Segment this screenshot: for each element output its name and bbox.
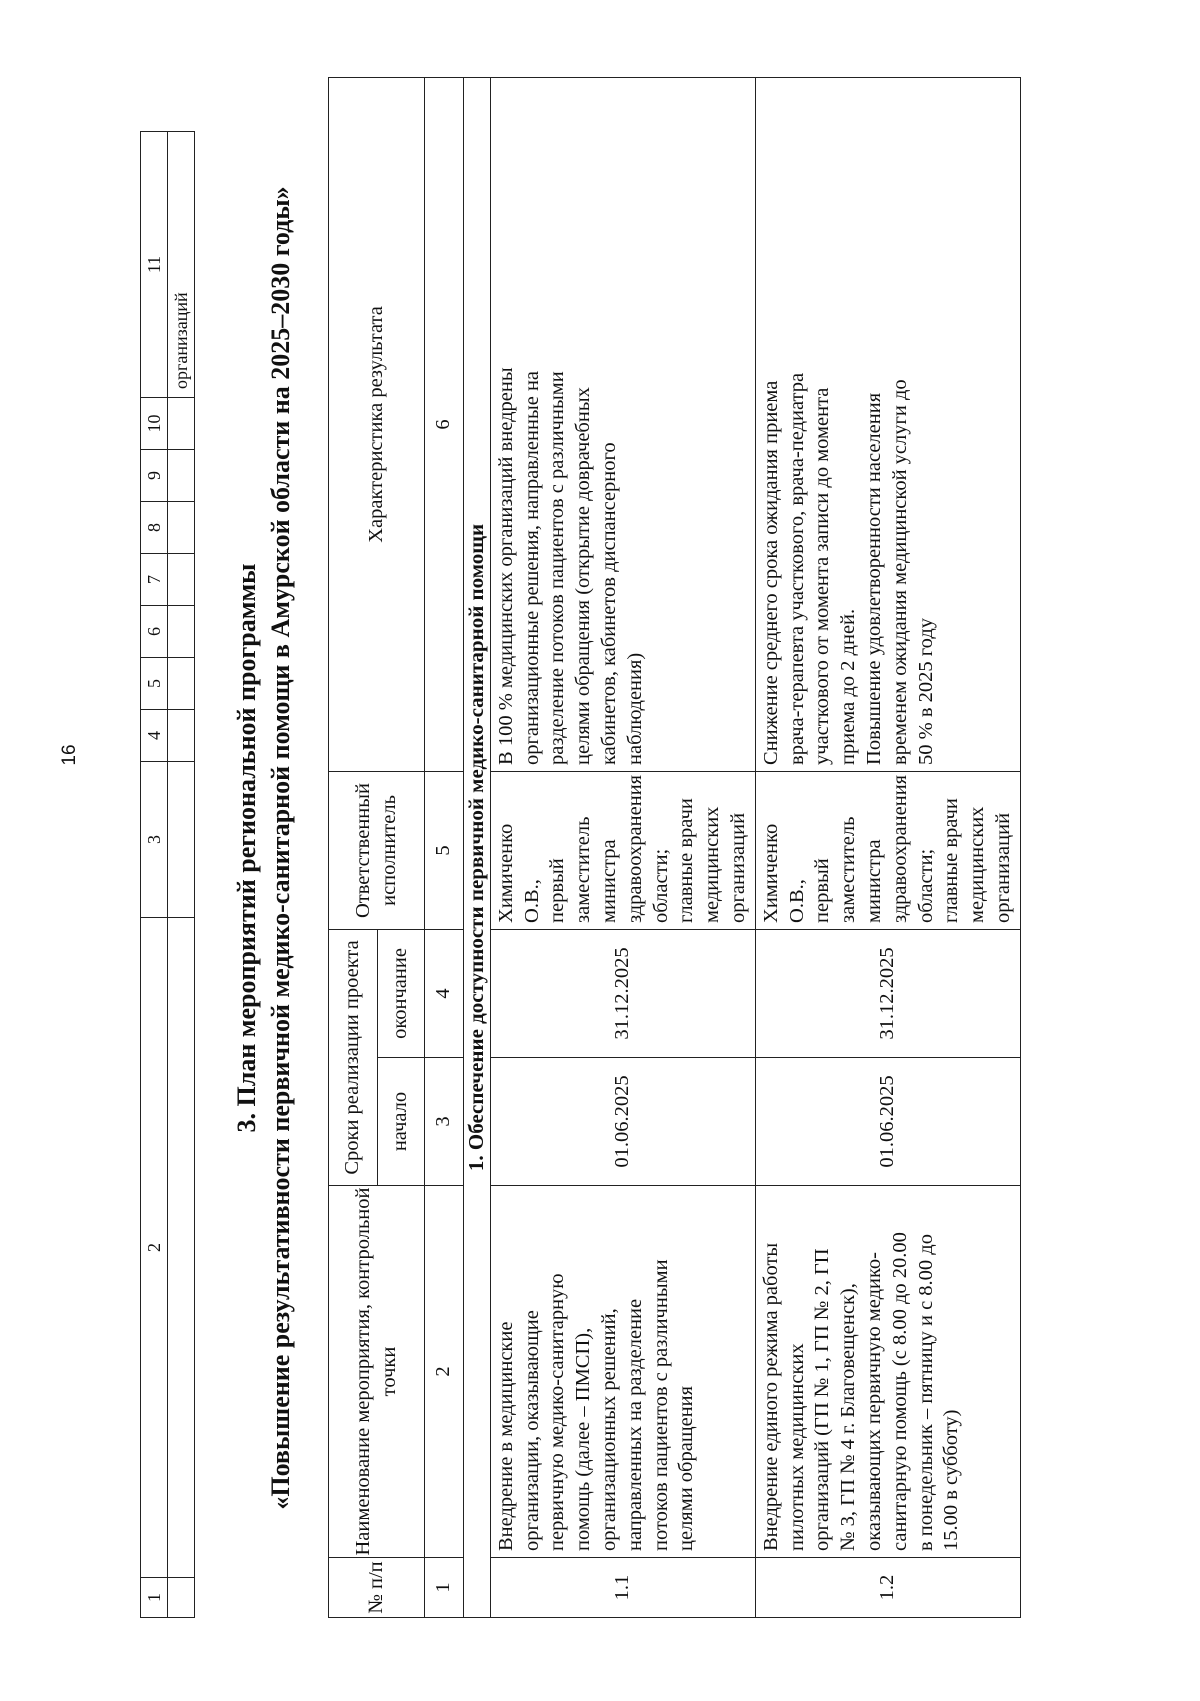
row-name: Внедрение единого режима работы пилотных медицинских организаций (ГП № 1, ГП № 2, ГП № 3, ГП № 4 г. Благовещенск), оказывающих первичную медико- санитарную помощь (с 8.00 до 20.00 в понедельник – пятницу и с 8.00 до 15.00 в субботу) — [755, 1186, 1020, 1558]
col-num-2: 2 — [141, 918, 168, 1578]
row-end: 31.12.2025 — [490, 929, 755, 1057]
header-terms: Сроки реализации проекта — [329, 929, 378, 1185]
header-end: окончание — [378, 929, 425, 1057]
row-result: В 100 % медицинских организаций внедрены организационные решения, направленные на разделение потоков пациентов с различными целями обращения (открытие доврачебных кабинетов, кабинетов диспансерного наблюдения) — [490, 77, 755, 771]
page-number: 16 — [59, 744, 80, 766]
row-start: 01.06.2025 — [490, 1058, 755, 1186]
document-title — [230, 78, 298, 1618]
rotated-sheet — [140, 78, 1040, 1618]
section-title: 1. Обеспечение доступности первичной медико-санитарной помощи — [464, 77, 491, 1617]
col-num-8: 8 — [141, 502, 168, 554]
col-num-5: 5 — [141, 658, 168, 710]
row-num: 1.2 — [755, 1558, 1020, 1618]
col-num-9: 9 — [141, 450, 168, 502]
row-name: Внедрение в медицинские организации, оказывающие первичную медико-санитарную помощь (далее – ПМСП), организационных решений, направленных на разделение потоков пациентов с различными целями обращения — [490, 1186, 755, 1558]
section-row — [464, 77, 491, 1617]
col-index-2: 2 — [425, 1186, 464, 1558]
row-start: 01.06.2025 — [755, 1058, 1020, 1186]
col-num-6: 6 — [141, 606, 168, 658]
column-index-row — [425, 77, 464, 1617]
row-end: 31.12.2025 — [755, 929, 1020, 1057]
continuation-row — [168, 132, 195, 1618]
header-start: начало — [378, 1058, 425, 1186]
col-index-3: 3 — [425, 1058, 464, 1186]
col-index-1: 1 — [425, 1558, 464, 1618]
col-num-7: 7 — [141, 554, 168, 606]
col-index-4: 4 — [425, 929, 464, 1057]
title-line-2: «Повышение результативности первичной медико-санитарной помощи в Амурской области на 2025–2030 годы» — [266, 186, 295, 1510]
row-responsible: Химиченко О.В., первый заместитель министра здравоохранения области; главные врачи медицинских организаций — [490, 771, 755, 929]
header-num: № п/п — [329, 1558, 425, 1618]
header-responsible: Ответственный исполнитель — [329, 771, 425, 929]
table-row — [755, 77, 1020, 1617]
header-name: Наименование мероприятия, контрольной точки — [329, 1186, 425, 1558]
title-line-1: 3. План мероприятий региональной программы — [232, 563, 261, 1133]
row-result: Снижение среднего срока ожидания приема врача-терапевта участкового, врача-педиатра участкового от момента записи до момента приема до 2 дней. Повышение удовлетворенности населения временем ожидания медицинской услуги до 50 % в 2025 году — [755, 77, 1020, 771]
continuation-header-row — [141, 132, 168, 1618]
action-plan-table — [328, 77, 1021, 1618]
header-result: Характеристика результата — [329, 77, 425, 771]
col-num-3: 3 — [141, 762, 168, 918]
continuation-table — [140, 131, 195, 1618]
table-row — [490, 77, 755, 1617]
col-num-11: 11 — [141, 132, 168, 398]
col-index-5: 5 — [425, 771, 464, 929]
continuation-last-cell: организаций — [168, 132, 195, 398]
row-num: 1.1 — [490, 1558, 755, 1618]
col-index-6: 6 — [425, 77, 464, 771]
col-num-1: 1 — [141, 1578, 168, 1618]
table-header-row — [329, 77, 378, 1617]
col-num-10: 10 — [141, 398, 168, 450]
row-responsible: Химиченко О.В., первый заместитель министра здравоохранения области; главные врачи медицинских организаций — [755, 771, 1020, 929]
col-num-4: 4 — [141, 710, 168, 762]
